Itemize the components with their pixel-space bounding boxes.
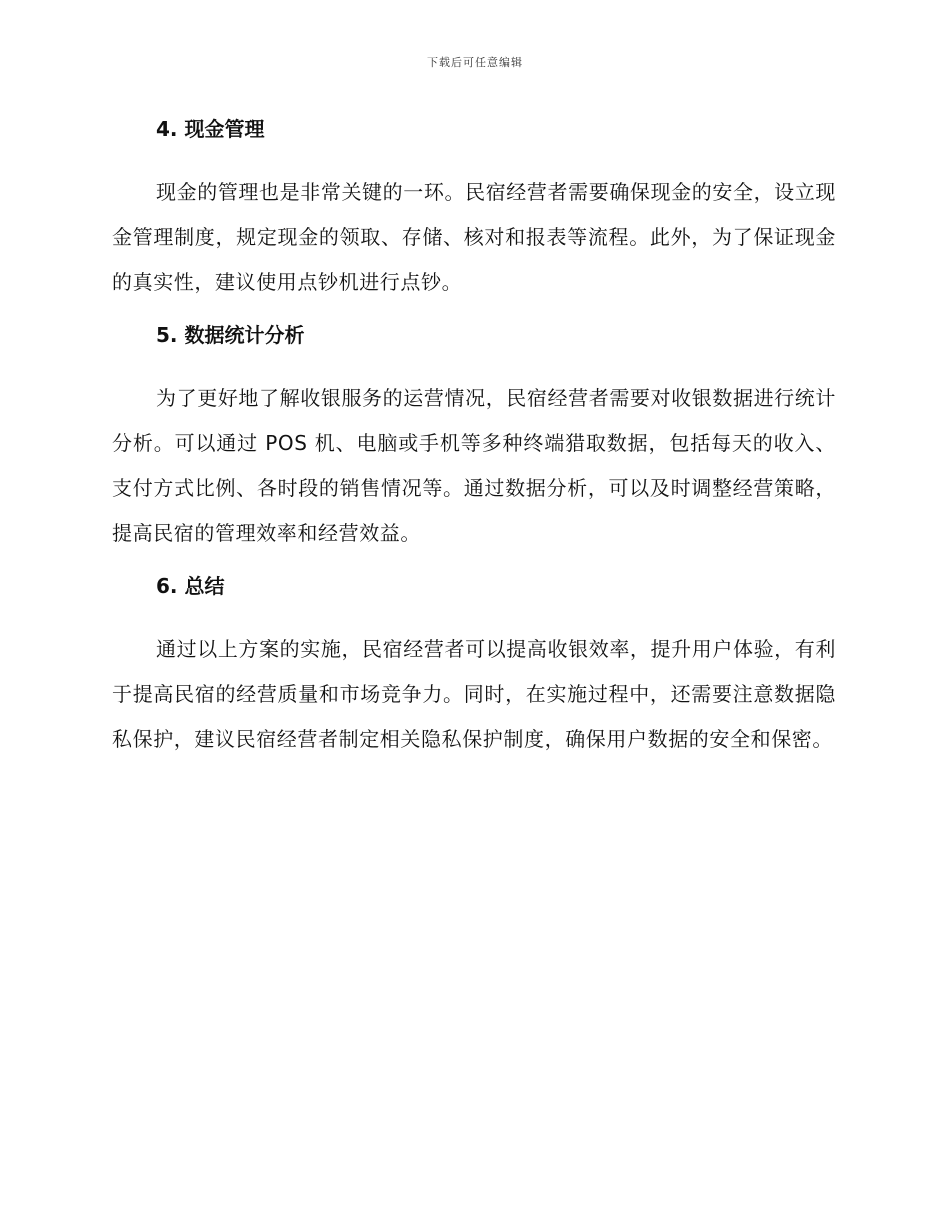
page-header-note: 下载后可任意编辑: [427, 56, 523, 69]
section-heading-cash-management: 4. 现金管理: [156, 117, 265, 141]
section-paragraph-summary: 通过以上方案的实施，民宿经营者可以提高收银效率，提升用户体验，有利于提高民宿的经营质量和市场竞争力。同时，在实施过程中，还需要注意数据隐私保护，建议民宿经营者制定相关隐私保护制度，确保用户数据的安全和保密。: [112, 637, 836, 751]
document-body: [112, 113, 836, 762]
section-heading-summary: 6. 总结: [156, 574, 225, 598]
section-paragraph-cash-management: 现金的管理也是非常关键的一环。民宿经营者需要确保现金的安全，设立现金管理制度，规定现金的领取、存储、核对和报表等流程。此外，为了保证现金的真实性，建议使用点钞机进行点钞。: [112, 180, 836, 294]
section-heading-data-analysis: 5. 数据统计分析: [156, 323, 305, 347]
section-paragraph-data-analysis: 为了更好地了解收银服务的运营情况，民宿经营者需要对收银数据进行统计分析。可以通过 POS 机、电脑或手机等多种终端猎取数据，包括每天的收入、支付方式比例、各时段的销售情况等。通过数据分析，可以及时调整经营策略，提高民宿的管理效率和经营效益。: [112, 386, 836, 545]
